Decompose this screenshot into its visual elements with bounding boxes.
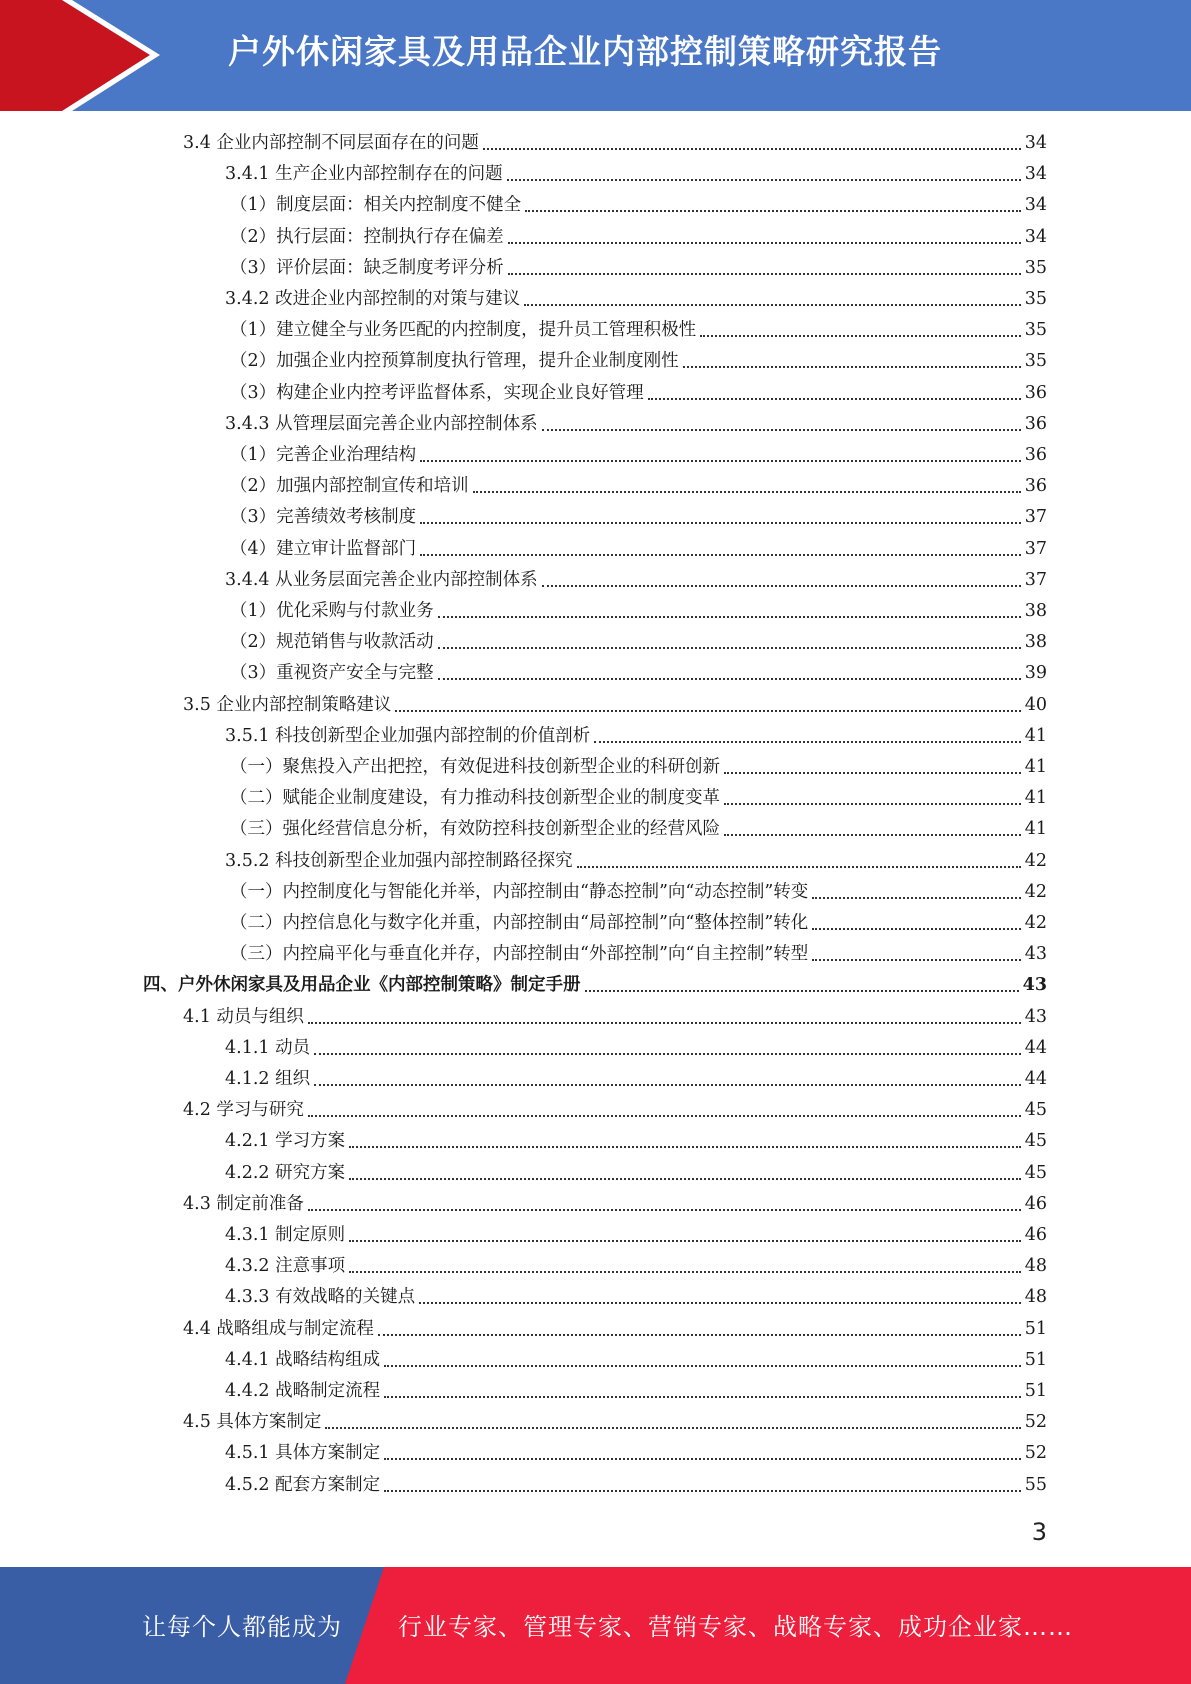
toc-entry-label: 3.4.4 从业务层面完善企业内部控制体系 — [225, 569, 538, 590]
toc-entry[interactable] — [230, 783, 1047, 814]
toc-entry-page: 36 — [1024, 476, 1047, 497]
toc-leader-dots — [384, 1490, 1021, 1492]
toc-entry-label: （1）制度层面：相关内控制度不健全 — [230, 195, 522, 216]
toc-entry[interactable] — [230, 908, 1047, 939]
toc-entry[interactable] — [230, 378, 1047, 409]
toc-entry-page: 39 — [1024, 663, 1047, 684]
toc-leader-dots — [577, 866, 1021, 868]
toc-leader-dots — [419, 1302, 1021, 1304]
toc-entry[interactable] — [183, 1189, 1047, 1220]
toc-entry-label: 4.1.1 动员 — [225, 1037, 311, 1058]
toc-entry[interactable] — [225, 1033, 1047, 1064]
toc-leader-dots — [594, 741, 1021, 743]
toc-entry-page: 36 — [1024, 382, 1047, 403]
toc-entry-page: 40 — [1024, 694, 1047, 715]
page-footer — [0, 1567, 1191, 1684]
toc-entry-label: （3）重视资产安全与完整 — [230, 663, 434, 684]
toc-entry-page: 36 — [1024, 445, 1047, 465]
toc-entry-page: 45 — [1024, 1131, 1047, 1152]
toc-entry-label: 4.1.2 组织 — [225, 1069, 311, 1089]
toc-leader-dots — [384, 1458, 1021, 1460]
toc-entry-page: 42 — [1024, 913, 1047, 933]
toc-entry-label: 3.5.2 科技创新型企业加强内部控制路径探究 — [225, 850, 573, 871]
toc-entry-page: 45 — [1024, 1162, 1047, 1183]
toc-entry-label: （3）完善绩效考核制度 — [230, 507, 417, 528]
toc-entry[interactable] — [183, 1002, 1047, 1033]
toc-leader-dots — [812, 897, 1020, 899]
toc-entry-page: 38 — [1024, 632, 1047, 653]
toc-entry[interactable] — [183, 690, 1047, 721]
toc-entry-page: 45 — [1024, 1100, 1047, 1121]
toc-entry-label: 4.3.1 制定原则 — [225, 1225, 346, 1245]
toc-leader-dots — [438, 647, 1021, 649]
toc-leader-dots — [724, 772, 1021, 774]
toc-entry-page: 44 — [1024, 1037, 1047, 1058]
toc-entry-label: 3.4.3 从管理层面完善企业内部控制体系 — [225, 413, 538, 434]
toc-entry[interactable] — [230, 502, 1047, 533]
toc-leader-dots — [349, 1178, 1021, 1180]
toc-entry-page: 55 — [1024, 1474, 1047, 1495]
toc-entry-page: 51 — [1024, 1381, 1047, 1401]
toc-leader-dots — [438, 678, 1021, 680]
toc-entry[interactable] — [183, 1407, 1047, 1438]
toc-leader-dots — [524, 304, 1021, 306]
toc-entry-label: （三）内控扁平化与垂直化并存，内部控制由“外部控制”向“自主控制”转型 — [230, 944, 809, 965]
toc-entry-label: 4.2.1 学习方案 — [225, 1131, 346, 1152]
toc-entry-page: 43 — [1024, 944, 1047, 965]
toc-leader-dots — [420, 554, 1021, 556]
toc-entry-label: （一）内控制度化与智能化并举，内部控制由“静态控制”向“动态控制”转变 — [230, 881, 809, 902]
toc-entry-page: 37 — [1024, 507, 1047, 528]
toc-entry-label: （一）聚焦投入产出把控，有效促进科技创新型企业的科研创新 — [230, 757, 720, 777]
toc-entry-label: （2）加强企业内控预算制度执行管理，提升企业制度刚性 — [230, 351, 679, 372]
toc-entry-label: 4.5.1 具体方案制定 — [225, 1443, 381, 1464]
toc-entry-label: （二）内控信息化与数字化并重，内部控制由“局部控制”向“整体控制”转化 — [230, 913, 809, 933]
toc-leader-dots — [542, 585, 1021, 587]
toc-entry[interactable] — [225, 1251, 1047, 1282]
toc-entry-label: 3.4.1 生产企业内部控制存在的问题 — [225, 164, 503, 185]
toc-entry-label: （1）优化采购与付款业务 — [230, 601, 434, 621]
toc-entry[interactable] — [183, 1095, 1047, 1126]
toc-entry-page: 36 — [1024, 413, 1047, 434]
toc-entry-page: 34 — [1024, 195, 1047, 216]
toc-leader-dots — [542, 429, 1021, 431]
toc-leader-dots — [507, 179, 1021, 181]
toc-entry-label: 3.5.1 科技创新型企业加强内部控制的价值剖析 — [225, 725, 591, 746]
toc-leader-dots — [585, 990, 1019, 992]
toc-entry-label: 4.3.3 有效战略的关键点 — [225, 1287, 416, 1308]
toc-leader-dots — [349, 1240, 1021, 1242]
toc-entry-label: 四、户外休闲家具及用品企业《内部控制策略》制定手册 — [143, 975, 581, 996]
toc-entry[interactable] — [230, 315, 1047, 346]
toc-leader-dots — [308, 1115, 1021, 1117]
toc-entry[interactable] — [230, 596, 1047, 627]
toc-entry-label: （2）规范销售与收款活动 — [230, 632, 434, 653]
toc-entry-label: 4.3 制定前准备 — [183, 1193, 304, 1214]
toc-entry[interactable] — [230, 253, 1047, 284]
toc-entry[interactable] — [230, 939, 1047, 970]
toc-leader-dots — [648, 398, 1021, 400]
toc-entry-label: 4.5.2 配套方案制定 — [225, 1474, 381, 1495]
toc-entry-label: （1）建立健全与业务匹配的内控制度，提升员工管理积极性 — [230, 320, 697, 341]
page-title: 户外休闲家具及用品企业内部控制策略研究报告 — [228, 32, 942, 71]
toc-entry[interactable] — [230, 877, 1047, 908]
toc-entry[interactable] — [230, 658, 1047, 689]
page-header — [0, 0, 1191, 111]
toc-entry[interactable] — [225, 1158, 1047, 1189]
toc-entry-page: 41 — [1024, 788, 1047, 809]
toc-entry[interactable] — [225, 565, 1047, 596]
toc-entry[interactable] — [225, 1126, 1047, 1157]
toc-leader-dots — [395, 710, 1020, 712]
toc-entry-page: 42 — [1024, 850, 1047, 871]
toc-entry-page: 52 — [1024, 1412, 1047, 1433]
toc-leader-dots — [812, 928, 1020, 930]
toc-entry-page: 37 — [1024, 538, 1047, 559]
toc-entry[interactable] — [225, 1220, 1047, 1251]
toc-entry-page: 51 — [1024, 1349, 1047, 1370]
toc-entry[interactable] — [225, 409, 1047, 440]
toc-entry-label: 4.2.2 研究方案 — [225, 1162, 346, 1183]
toc-entry-label: （4）建立审计监督部门 — [230, 538, 417, 559]
toc-leader-dots — [384, 1365, 1021, 1367]
toc-entry-page: 42 — [1024, 881, 1047, 902]
toc-entry-page: 35 — [1024, 289, 1047, 309]
toc-leader-dots — [314, 1084, 1021, 1086]
toc-entry[interactable] — [230, 346, 1047, 377]
toc-entry-page: 43 — [1024, 1006, 1047, 1027]
toc-entry-page: 48 — [1024, 1287, 1047, 1308]
toc-entry[interactable] — [225, 159, 1047, 190]
toc-leader-dots — [508, 242, 1021, 244]
toc-entry-label: （1）完善企业治理结构 — [230, 445, 417, 465]
toc-entry-page: 51 — [1024, 1318, 1047, 1339]
toc-entry-page: 34 — [1024, 226, 1047, 247]
toc-leader-dots — [308, 1022, 1021, 1024]
toc-entry[interactable] — [225, 721, 1047, 752]
toc-leader-dots — [314, 1053, 1021, 1055]
toc-entry[interactable] — [225, 1345, 1047, 1376]
toc-entry-label: 4.5 具体方案制定 — [183, 1412, 322, 1433]
toc-entry[interactable] — [225, 1064, 1047, 1095]
toc-entry-page: 46 — [1024, 1193, 1047, 1214]
toc-entry-label: （2）加强内部控制宣传和培训 — [230, 476, 469, 497]
toc-entry[interactable] — [230, 190, 1047, 221]
toc-entry-page: 34 — [1024, 164, 1047, 185]
toc-entry[interactable] — [230, 814, 1047, 845]
toc-entry-label: （3）构建企业内控考评监督体系，实现企业良好管理 — [230, 382, 644, 403]
toc-entry-page: 35 — [1024, 320, 1047, 341]
toc-entry-page: 41 — [1024, 725, 1047, 746]
toc-entry-label: 4.1 动员与组织 — [183, 1006, 304, 1027]
toc-entry-label: 4.4.1 战略结构组成 — [225, 1349, 381, 1370]
toc-entry[interactable] — [225, 846, 1047, 877]
toc-entry-label: 3.4 企业内部控制不同层面存在的问题 — [183, 133, 479, 153]
toc-entry-page: 35 — [1024, 351, 1047, 372]
toc-leader-dots — [325, 1427, 1020, 1429]
toc-entry-page: 37 — [1024, 569, 1047, 590]
toc-entry[interactable] — [225, 1282, 1047, 1313]
toc-entry-label: 4.2 学习与研究 — [183, 1100, 304, 1121]
toc-leader-dots — [378, 1334, 1021, 1336]
toc-leader-dots — [525, 210, 1021, 212]
toc-leader-dots — [420, 522, 1021, 524]
toc-leader-dots — [483, 148, 1021, 150]
toc-entry-label: 4.3.2 注意事项 — [225, 1256, 346, 1277]
toc-leader-dots — [420, 460, 1021, 462]
toc-entry-label: 4.4.2 战略制定流程 — [225, 1381, 381, 1401]
toc-entry-page: 41 — [1024, 757, 1047, 777]
toc-leader-dots — [700, 335, 1021, 337]
toc-entry-page: 38 — [1024, 601, 1047, 621]
toc-leader-dots — [473, 491, 1021, 493]
toc-entry-page: 35 — [1024, 257, 1047, 278]
toc-leader-dots — [508, 273, 1021, 275]
toc-entry[interactable] — [183, 1314, 1047, 1345]
toc-entry[interactable] — [230, 440, 1047, 471]
toc-leader-dots — [349, 1271, 1021, 1273]
toc-entry[interactable] — [230, 627, 1047, 658]
toc-leader-dots — [724, 803, 1021, 805]
toc-entry-page: 48 — [1024, 1256, 1047, 1277]
toc-leader-dots — [308, 1209, 1021, 1211]
toc-entry-page: 44 — [1024, 1069, 1047, 1089]
page-number: 3 — [1031, 1518, 1047, 1546]
toc-entry-label: 3.4.2 改进企业内部控制的对策与建议 — [225, 289, 521, 309]
toc-leader-dots — [438, 616, 1021, 618]
toc-entry-page: 43 — [1022, 975, 1047, 996]
toc-entry[interactable] — [143, 970, 1047, 1001]
toc-entry-label: （二）赋能企业制度建设，有力推动科技创新型企业的制度变革 — [230, 788, 720, 809]
footer-tagline: 行业专家、管理专家、营销专家、战略专家、成功企业家…… — [398, 1613, 1073, 1641]
toc-entry[interactable] — [225, 1438, 1047, 1469]
toc-entry-label: （3）评价层面：缺乏制度考评分析 — [230, 257, 504, 278]
toc-leader-dots — [812, 959, 1020, 961]
toc-entry-page: 46 — [1024, 1225, 1047, 1245]
toc-entry-label: （三）强化经营信息分析，有效防控科技创新型企业的经营风险 — [230, 819, 720, 840]
toc-entry[interactable] — [183, 128, 1047, 159]
toc-leader-dots — [384, 1396, 1021, 1398]
toc-leader-dots — [683, 366, 1021, 368]
toc-entry[interactable] — [230, 222, 1047, 253]
toc-entry[interactable] — [230, 752, 1047, 783]
toc-entry[interactable] — [225, 1376, 1047, 1407]
toc-entry[interactable] — [230, 534, 1047, 565]
toc-entry-page: 52 — [1024, 1443, 1047, 1464]
toc-entry[interactable] — [230, 471, 1047, 502]
toc-leader-dots — [724, 834, 1021, 836]
toc-entry[interactable] — [225, 284, 1047, 315]
toc-entry[interactable] — [225, 1470, 1047, 1501]
toc-entry-label: 4.4 战略组成与制定流程 — [183, 1318, 374, 1339]
toc-entry-label: 3.5 企业内部控制策略建议 — [183, 694, 392, 715]
footer-slogan: 让每个人都能成为 — [142, 1613, 342, 1641]
toc-leader-dots — [349, 1146, 1021, 1148]
toc-entry-label: （2）执行层面：控制执行存在偏差 — [230, 226, 504, 247]
toc-entry-page: 41 — [1024, 819, 1047, 840]
toc-entry-page: 34 — [1024, 133, 1047, 153]
